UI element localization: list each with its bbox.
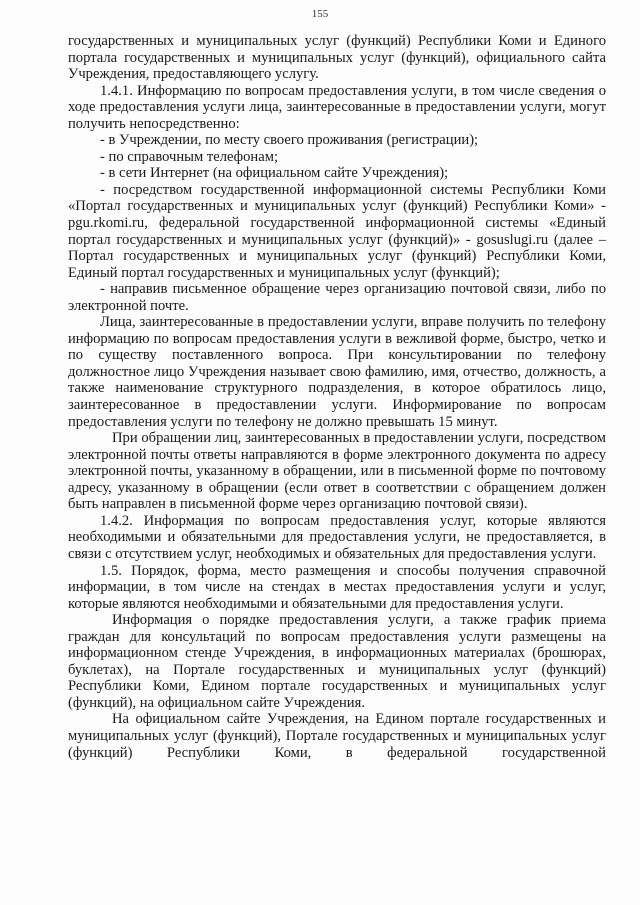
paragraph: - по справочным телефонам; bbox=[100, 148, 278, 165]
paragraph: - направив письменное обращение через организацию почтовой связи, либо по электронной почте. bbox=[68, 281, 606, 314]
paragraph: 1.4.1. Информацию по вопросам предоставления услуги, в том числе сведения о ходе предоставления услуги лица, заинтересованные в предоставлении услуги, могут получить непосредственно: bbox=[68, 82, 606, 132]
paragraph: - посредством государственной информационной системы Республики Коми «Портал государственных и муниципальных услуг (функций) Республики Коми» - pgu.rkomi.ru, федеральной государственной информационной системы «Единый портал государственных и муниципальных услуг (функций)» - gosuslugi.ru (далее – Портал государственных и муниципальных услуг (функций) Республики Коми, Единый портал государственных и муниципальных услуг (функций); bbox=[68, 181, 606, 281]
document-body bbox=[68, 33, 606, 761]
paragraph: Информация о порядке предоставления услуги, а также график приема граждан для консультаций по вопросам предоставления услуги размещены на информационном стенде Учреждения, в информационных материалах (брошюрах, буклетах), на Портале государственных и муниципальных услуг (функций) Республики Коми, Едином портале государственных и муниципальных услуг (функций), на официальном сайте Учреждения. bbox=[68, 612, 606, 711]
paragraph: При обращении лиц, заинтересованных в предоставлении услуги, посредством электронной почты ответы направляются в форме электронного документа по адресу электронной почты, указанному в обращении, или в письменной форме по почтовому адресу, указанному в обращении (если ответ в соответствии с обращением должен быть направлен в письменной форме через организацию почтовой связи). bbox=[68, 430, 606, 513]
paragraph: 1.4.2. Информация по вопросам предоставления услуг, которые являются необходимыми и обязательными для предоставления услуги, не предоставляется, в связи с отсутствием услуг, необходимых и обязательных для предоставления услуги. bbox=[68, 512, 606, 562]
paragraph: Лица, заинтересованные в предоставлении услуги, вправе получить по телефону информацию по вопросам предоставления услуги в вежливой форме, быстро, четко и по существу поставленного вопроса. При консультировании по телефону должностное лицо Учреждения называет свою фамилию, имя, отчество, должность, а также наименование структурного подразделения, в которое обратилось лицо, заинтересованное в предоставлении услуги. Информирование по вопросам предоставления услуги по телефону не должно превышать 15 минут. bbox=[68, 314, 606, 430]
paragraph: На официальном сайте Учреждения, на Едином портале государственных и муниципальных услуг (функций), Портале государственных и муниципальных услуг (функций) Республики Коми, в федеральной государственной bbox=[68, 711, 606, 761]
page-number: 155 bbox=[311, 8, 329, 20]
paragraph: 1.5. Порядок, форма, место размещения и способы получения справочной информации, в том числе на стендах в местах предоставления услуги и услуг, которые являются необходимыми и обязательными для предоставления услуги. bbox=[68, 562, 606, 612]
paragraph: - в Учреждении, по месту своего проживания (регистрации); bbox=[100, 132, 479, 149]
paragraph: государственных и муниципальных услуг (функций) Республики Коми и Единого портала государственных и муниципальных услуг (функций), официального сайта Учреждения, предоставляющего услугу. bbox=[68, 33, 606, 83]
paragraph: - в сети Интернет (на официальном сайте Учреждения); bbox=[100, 165, 449, 182]
